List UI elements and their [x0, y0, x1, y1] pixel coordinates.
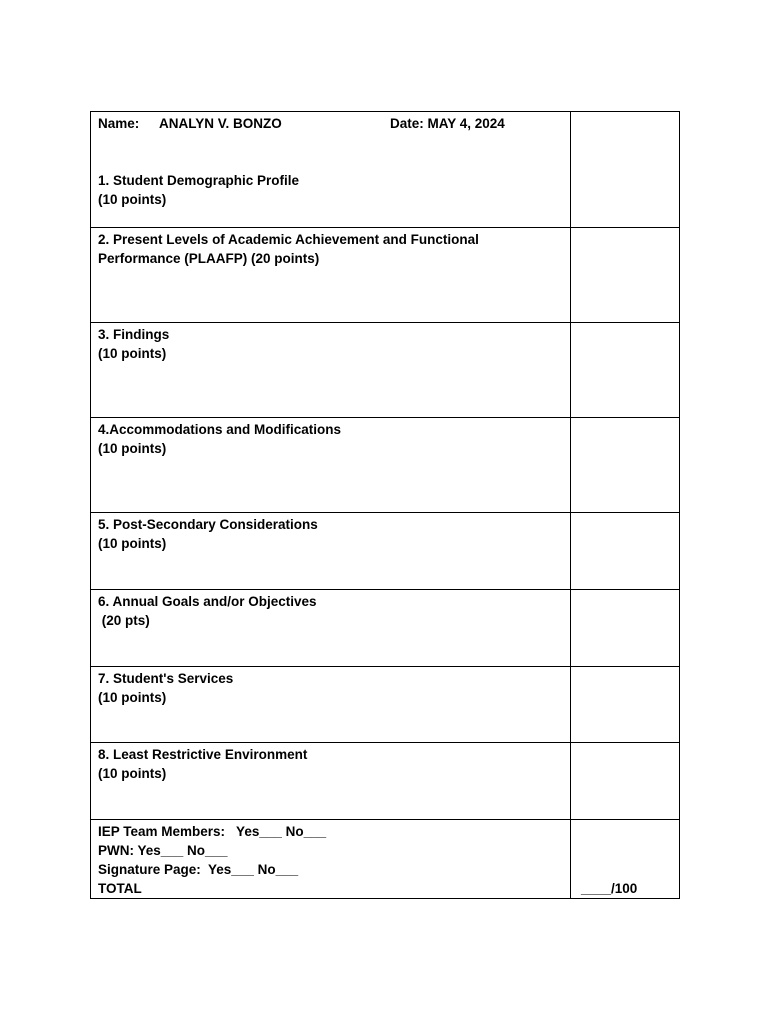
section-points: (10 points) [98, 536, 167, 551]
table-row [91, 112, 680, 228]
rubric-item-cell [91, 743, 571, 820]
date-label: Date: MAY 4, 2024 [390, 116, 505, 131]
iep-team-members-line: IEP Team Members: Yes___ No___ [98, 824, 327, 839]
section-points: (10 points) [98, 766, 167, 781]
name-label: Name: [98, 116, 140, 131]
table-row [91, 820, 680, 899]
rubric-item-cell [91, 112, 571, 228]
rubric-item-cell [91, 323, 571, 418]
score-cell[interactable] [571, 228, 680, 323]
table-row [91, 590, 680, 667]
footer-cell [91, 820, 571, 899]
rubric-item-cell [91, 418, 571, 513]
table-row [91, 418, 680, 513]
rubric-item-cell [91, 513, 571, 590]
section-title: 7. Student's Services [98, 671, 234, 686]
table-row [91, 228, 680, 323]
section-title: 2. Present Levels of Academic Achievement and Functional [98, 232, 479, 247]
score-cell[interactable] [571, 667, 680, 743]
section-title: 1. Student Demographic Profile [98, 173, 300, 188]
section-title: 3. Findings [98, 327, 170, 342]
section-points: (20 pts) [98, 613, 150, 628]
table-row [91, 323, 680, 418]
signature-page-line: Signature Page: Yes___ No___ [98, 862, 299, 877]
section-points: (10 points) [98, 192, 167, 207]
score-cell[interactable] [571, 418, 680, 513]
table-row [91, 743, 680, 820]
table-row [91, 667, 680, 743]
section-title: 6. Annual Goals and/or Objectives [98, 594, 317, 609]
score-cell[interactable] [571, 112, 680, 228]
section-points: (10 points) [98, 690, 167, 705]
score-cell[interactable] [571, 513, 680, 590]
total-score-cell[interactable] [571, 820, 680, 899]
iep-rubric-table [90, 111, 680, 899]
section-points: (10 points) [98, 346, 167, 361]
pwn-line: PWN: Yes___ No___ [98, 843, 228, 858]
score-cell[interactable] [571, 323, 680, 418]
score-cell[interactable] [571, 743, 680, 820]
score-cell[interactable] [571, 590, 680, 667]
section-title: 4.Accommodations and Modifications [98, 422, 342, 437]
header-line [98, 114, 563, 133]
section-points: Performance (PLAAFP) (20 points) [98, 251, 320, 266]
rubric-item-cell [91, 228, 571, 323]
table-row [91, 513, 680, 590]
section-title: 8. Least Restrictive Environment [98, 747, 308, 762]
total-score: ____/100 [581, 881, 638, 896]
total-label: TOTAL [98, 881, 142, 896]
section-points: (10 points) [98, 441, 167, 456]
rubric-item-cell [91, 667, 571, 743]
rubric-item-cell [91, 590, 571, 667]
section-title: 5. Post-Secondary Considerations [98, 517, 318, 532]
student-name: ANALYN V. BONZO [159, 116, 282, 131]
